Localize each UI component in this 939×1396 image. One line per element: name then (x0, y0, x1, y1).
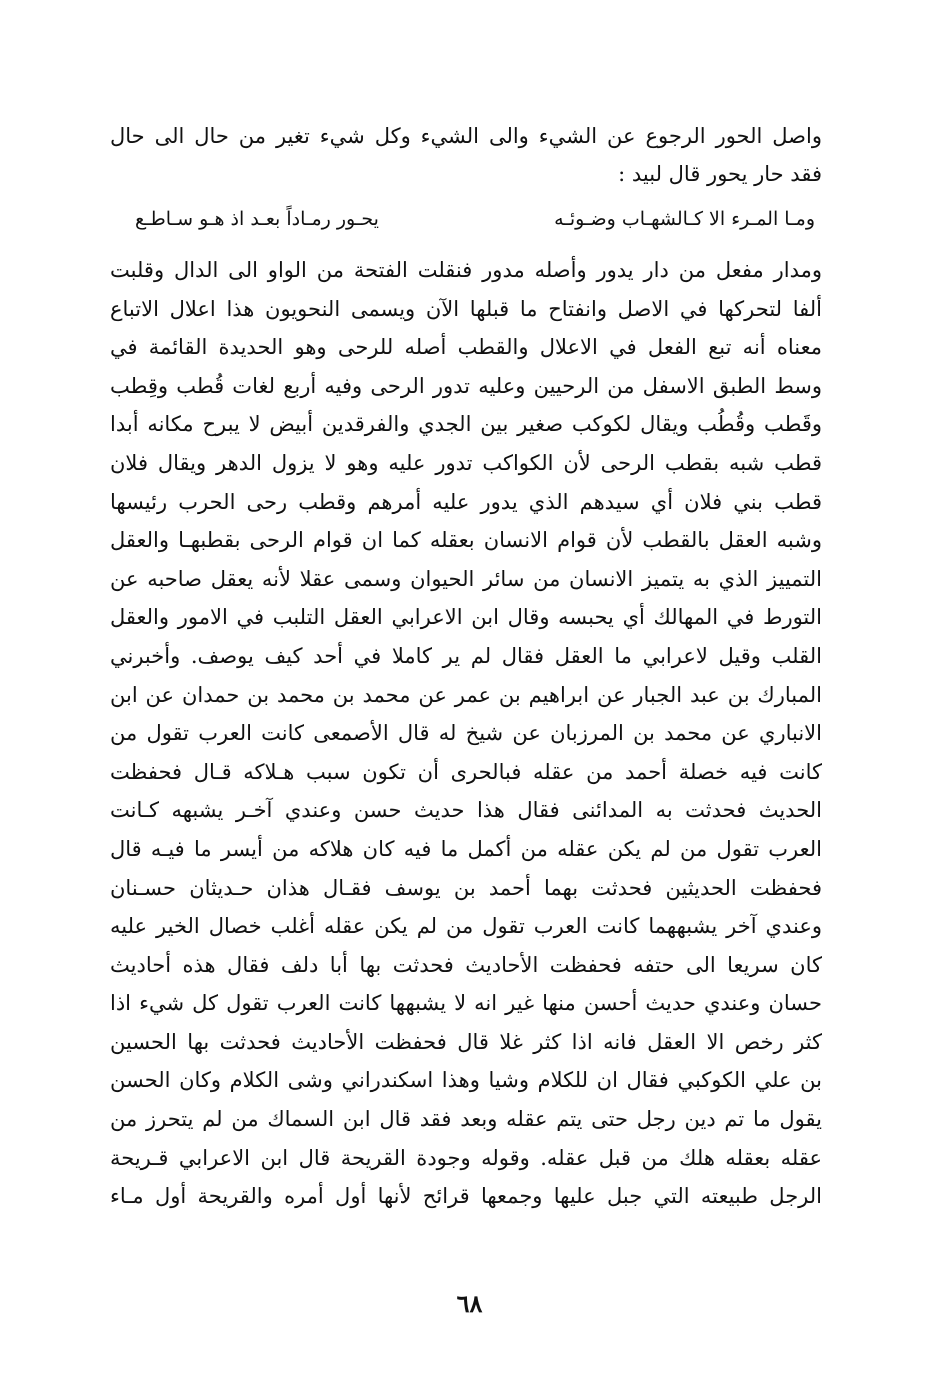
verse-first-hemistich: ومـا المـرء الا كـالشهـاب وضـوئـه (554, 208, 815, 230)
text-line: واصل الحور الرجوع عن الشيء والى الشيء وكل شيء تغير من حال الى حال (110, 124, 822, 148)
main-paragraph (110, 251, 822, 1216)
text-line: عقله بعقله هلك من قبل عقله. وقوله وجودة القريحة قال ابن الاعرابي قـريحة (110, 1145, 822, 1170)
text-line: كان سريعا الى حتفه فحفظت الأحاديث فحدثت بها أبا دلف فقال هذه أحاديث (110, 952, 822, 977)
poetry-verse (135, 202, 815, 236)
text-line: بن علي الكوكبي فقال ان للكلام وشيا وهذا اسكندراني وشى الكلام وكان الحسن (110, 1068, 822, 1093)
text-line: وقَطب وقُطُب ويقال لكوكب صغير بين الجدي والفرقدين أبيض لا يبرح مكانه أبدا (110, 412, 822, 437)
text-line: قطب بني فلان أي سيدهم الذي يدور عليه أمرهم وقطب رحى الحرب رئيسها (110, 489, 822, 514)
text-line: فقد حار يحور قال لبيد : (618, 162, 822, 186)
text-line: ومدار مفعل من دار يدور وأصله مدور فنقلت الفتحة من الواو الى الدال وقلبت (110, 258, 822, 282)
text-line: كثر رخص الا العقل فانه اذا كثر غلا قال فحفظت الأحاديث فحدثت بها الحسين (110, 1029, 822, 1054)
text-line: الرجل طبيعته التي جبل عليها وجمعها قرائح لأنها أول أمره والقريحة أول مـاء (110, 1184, 822, 1209)
verse-second-hemistich: يحـور رمـاداً بعـد اذ هـو سـاطـع (135, 208, 379, 230)
text-line: معناه أنه تبع الفعل في الاعلال والقطب أصله للرحى وهو الحديدة القائمة في (110, 335, 822, 360)
page-number: ٦٨ (456, 1289, 483, 1318)
text-line: حسان وعندي حديث أحسن منها غير انه لا يشبهها كانت العرب تقول كل شيء اذا (110, 991, 822, 1016)
text-line: وعندي آخر يشبههما كانت العرب تقول من لم يكن عقله أغلب خصال الخير عليه (110, 914, 822, 939)
intro-paragraph (110, 117, 822, 193)
text-line: يقول ما تم دين رجل حتى يتم عقله وبعد فقد قال ابن السماك من لم يتحرز من (110, 1107, 822, 1132)
text-line: فحفظت الحديثين فحدثت بهما أحمد بن يوسف فقـال هذان حـديثان حسـنان (110, 875, 822, 900)
text-line: وشبه العقل بالقطب لأن قوام الانسان بعقله كما ان قوام الرحى بقطبهـا والعقل (110, 528, 822, 553)
text-line: قطب شبه بقطب الرحى لأن الكواكب تدور عليه وهو لا يزول الدهر ويقال فلان (110, 450, 822, 475)
text-line: القلب وقيل لاعرابي ما العقل فقال لم ير كاملا في أحد كيف يوصف. وأخبرني (110, 643, 822, 668)
text-line: الحديث فحدثت به المدائنى فقال هذا حديث حسن وعندي آخـر يشبهه كـانت (110, 798, 822, 823)
text-line: المبارك بن عبد الجبار عن ابراهيم بن عمر عن محمد بن محمد بن حمدان عن ابن (110, 682, 822, 707)
text-line: العرب تقول من لم يكن عقله من أكمل ما فيه كان هلاكه من أيسر ما فيـه قال (110, 836, 822, 861)
text-line: التمييز الذي به يتميز الانسان من سائر الحيوان وسمى عقلا لأنه يعقل صاحبه عن (110, 566, 822, 591)
text-line: ألفا لتحركها في الاصل وانفتاح ما قبلها الآن ويسمى النحويون هذا اعلال الاتباع (110, 296, 822, 321)
text-line: كانت فيه خصلة أحمد من عقله فبالحرى أن تكون سبب هـلاكه قـال فحفظت (110, 759, 822, 784)
text-line: وسط الطبق الاسفل من الرحيين وعليه تدور الرحى وفيه أربع لغات قُطب وقِطب (110, 373, 822, 398)
text-line: التورط في المهالك أي يحبسه وقال ابن الاعرابي العقل التلبب في الامور والعقل (110, 605, 822, 630)
text-line: الانباري عن محمد بن المرزبان عن شيخ له قال الأصمعى كانت العرب تقول من (110, 721, 822, 746)
